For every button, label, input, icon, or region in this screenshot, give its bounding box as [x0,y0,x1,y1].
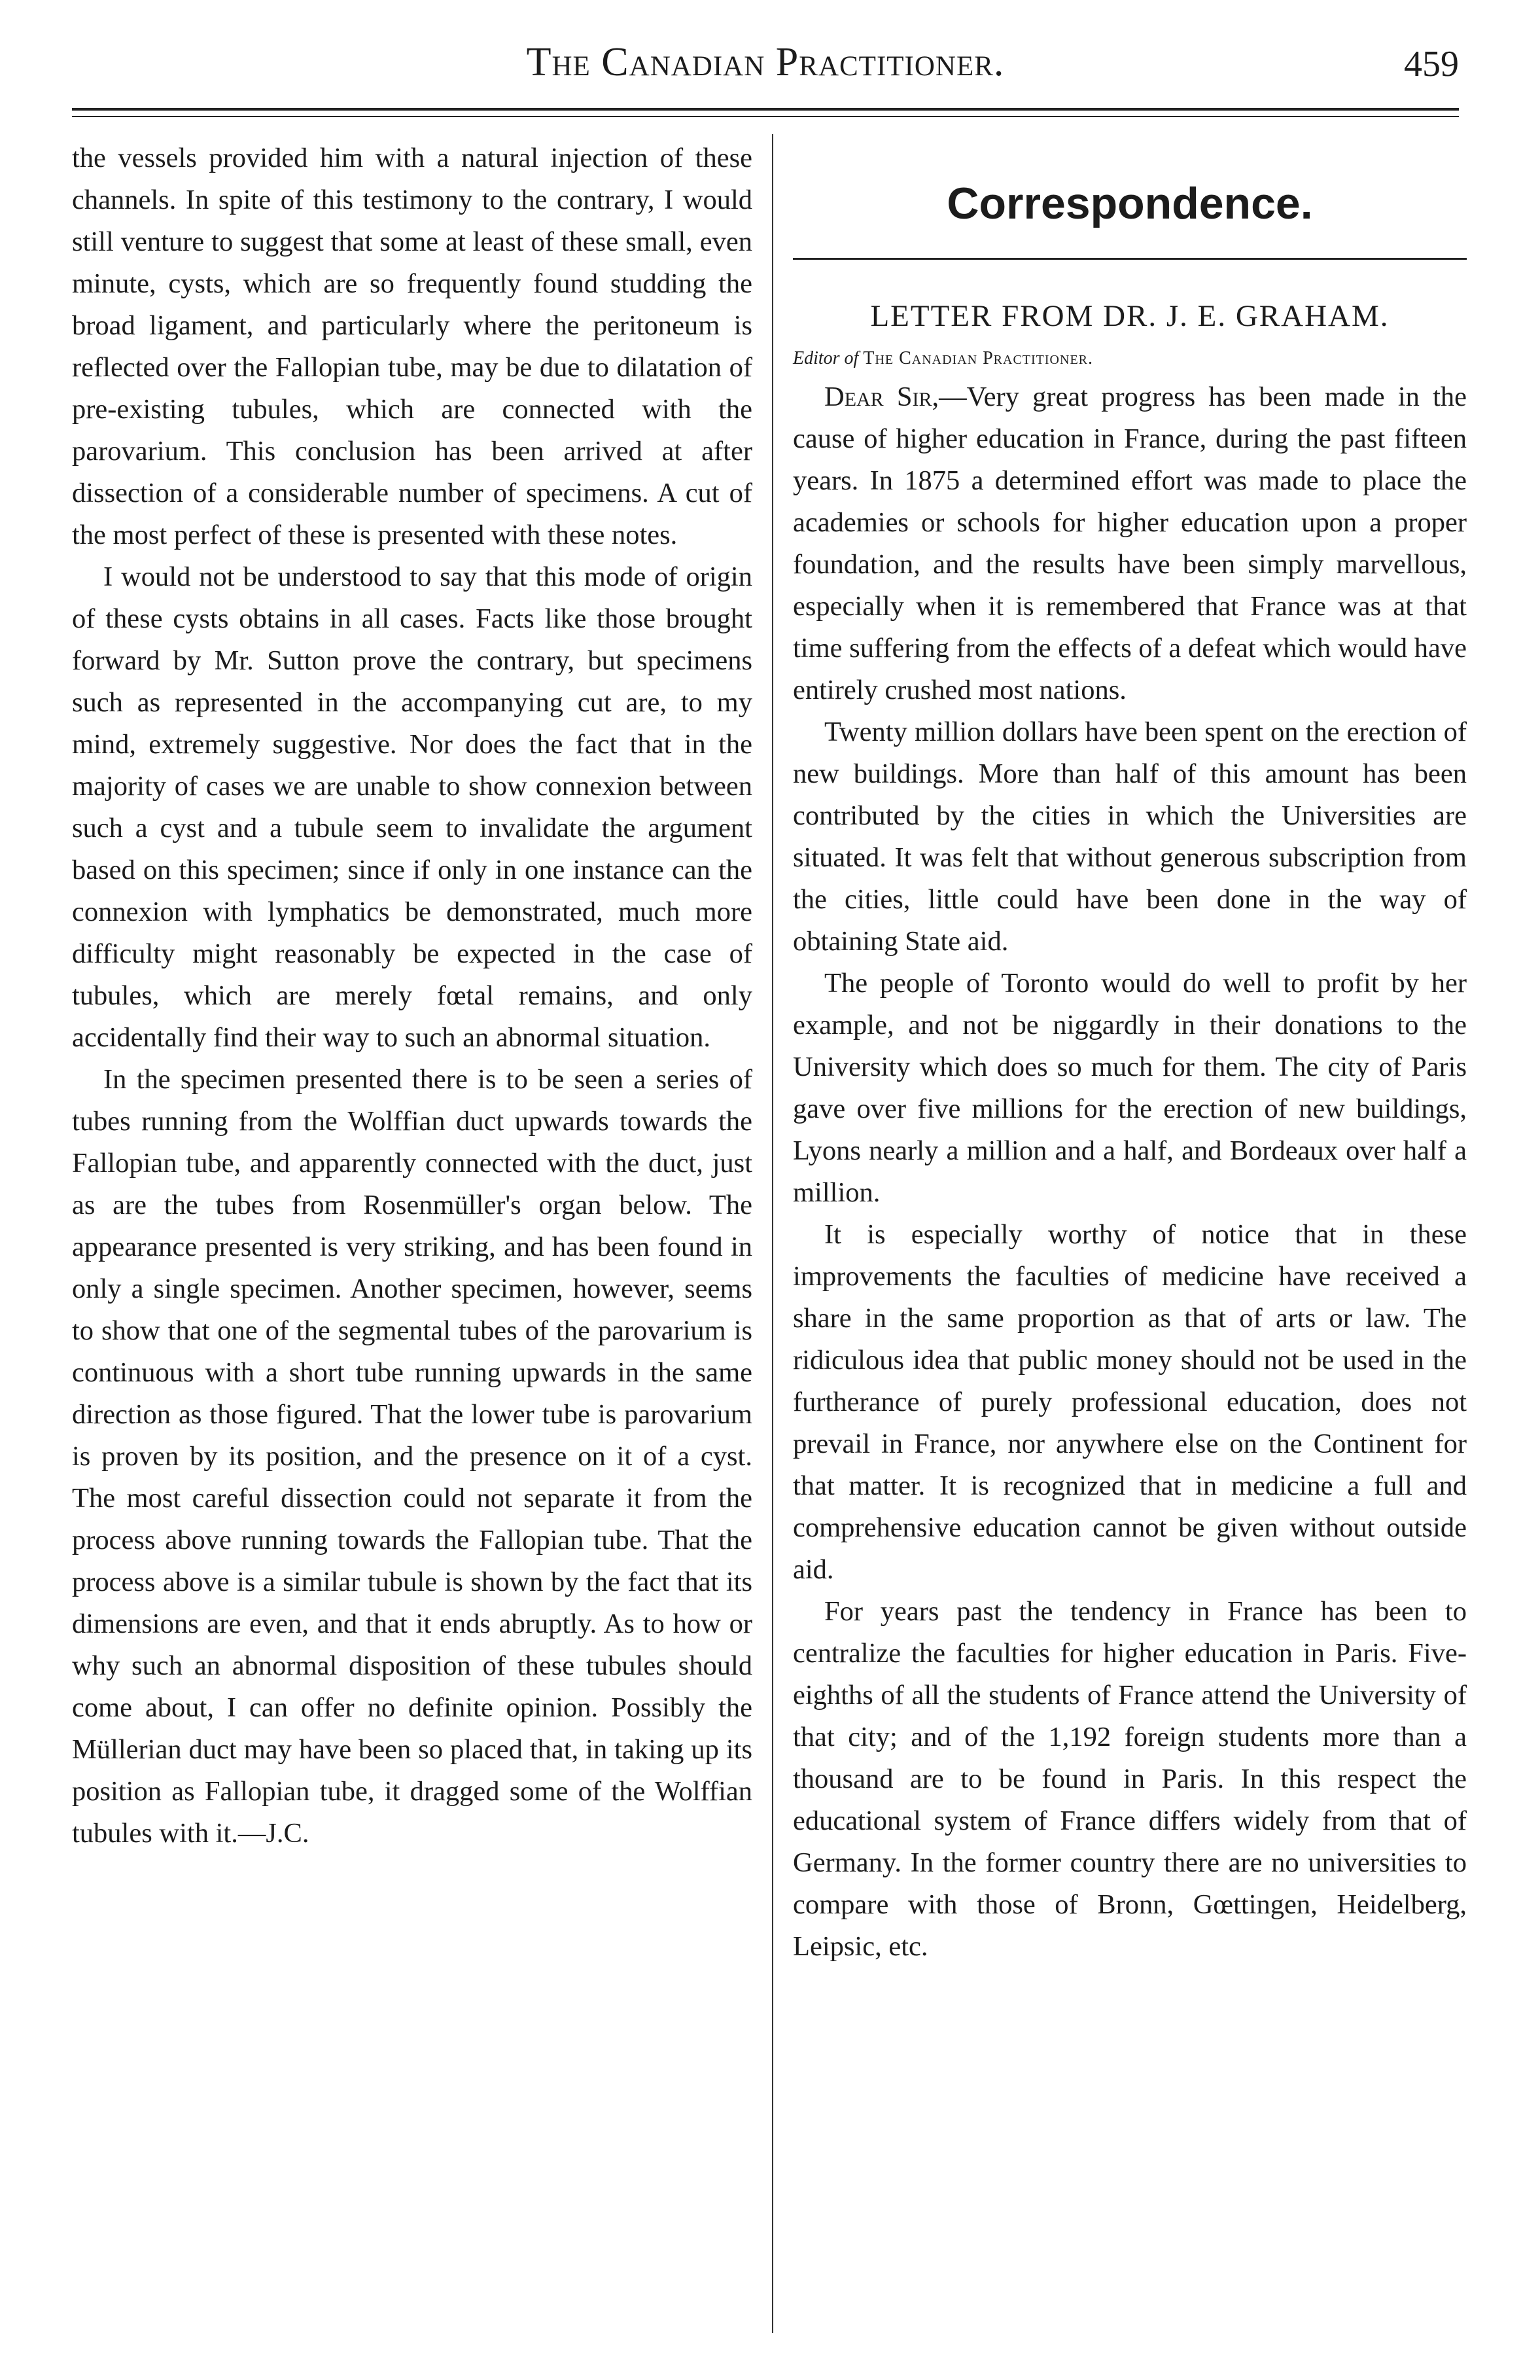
left-paragraph-1: the vessels provided him with a natural injection of these channels. In spite of this testimony to the contrary, I would still venture to suggest that some at least of these small, even minute, cysts, which are so frequently found studding the broad ligament, and particularly where the peritoneum is reflected over the Fallopian tube, may be due to dilatation of pre-existing tubules, which are connected with the parovarium. This conclusion has been arrived at after dissection of a considerable number of specimens. A cut of the most perfect of these is presented with these notes. [72,143,752,550]
running-head: The Canadian Practitioner. [526,40,1005,84]
first-paragraph-text: —Very great progress has been made in the cause of higher education in France, during the past fifteen years. In 1875 a determined effort was made to place the academies or schools for higher education upon a proper foundation, and the results have been simply marvellous, especially when it is remembered that France was at that time suffering from the effects of a defeat which would have entirely crushed most nations. [793,382,1467,705]
column-divider [772,134,773,2333]
letter-title: LETTER FROM DR. J. E. GRAHAM. [870,299,1390,333]
header-rule [72,108,1459,117]
heading-rule [793,258,1467,260]
right-column [793,137,1467,1968]
salutation: Dear Sir, [824,382,939,412]
right-paragraph-3: The people of Toronto would do well to profit by her example, and not be niggardly in their donations to the University which does so much for them. The city of Paris gave over five millions for the erection of new buildings, Lyons nearly a million and a half, and Bordeaux over half a million. [793,968,1467,1208]
page-header [72,34,1459,93]
right-paragraph-5: For years past the tendency in France has been to centralize the faculties for higher education in Paris. Five-eighths of all the students of France attend the University of that city; and of the 1,192 foreign students more than a thousand are to be found in Paris. In this respect the educational system of France differs widely from that of Germany. In the former country there are no universities to compare with those of Bronn, Gœttingen, Heidelberg, Leipsic, etc. [793,1596,1467,1962]
left-paragraph-3: In the specimen presented there is to be seen a series of tubes running from the Wolffian duct upwards towards the Fallopian tube, and apparently connected with the duct, just as are the tubes from Rosenmüller's organ below. The appearance presented is very striking, and has been found in only a single specimen. Another specimen, however, seems to show that one of the segmental tubes of the parovarium is continuous with a short tube running upwards in the same direction as those figured. That the lower tube is parovarium is proven by its position, and the presence on it of a cyst. The most careful dissection could not separate it from the process above running towards the Fallopian tube. That the process above is a similar tubule is shown by the fact that its dimensions are even, and that it ends abruptly. As to how or why such an abnormal disposition of these tubules should come about, I can offer no definite opinion. Possibly the Müllerian duct may have been so placed that, in taking up its position as Fallopian tube, it dragged some of the Wolffian tubules with it.—J.C. [72,1064,752,1849]
left-paragraph-2: I would not be understood to say that this mode of origin of these cysts obtains in all cases. Facts like those brought forward by Mr. Sutton prove the contrary, but specimens such as represented in the accompanying cut are, to my mind, extremely suggestive. Nor does the fact that in the majority of cases we are unable to show connexion between such a cyst and a tubule seem to invalidate the argument based on this specimen; since if only in one instance can the connexion with lymphatics be demonstrated, much more difficulty might reasonably be expected in the case of tubules, which are merely fœtal remains, and only accidentally find their way to such an abnormal situation. [72,561,752,1053]
left-column [72,137,752,1855]
right-paragraph-1 [793,376,1467,711]
right-paragraph-2: Twenty million dollars have been spent on the erection of new buildings. More than half of this amount has been contributed by the cities in which the Universities are situated. It was felt that without generous subscription from the cities, little could have been done in the way of obtaining State aid. [793,717,1467,957]
editor-line [793,345,1467,372]
page-number: 459 [1404,44,1459,84]
section-heading: Correspondence. [947,179,1313,228]
editor-publication: The Canadian Practitioner. [863,348,1093,368]
right-paragraph-4: It is especially worthy of notice that in these improvements the faculties of medicine have received a share in the same proportion as that of arts or law. The ridiculous idea that public money should not be used in the furtherance of purely professional education, does not prevail in France, nor anywhere else on the Continent for that matter. It is recognized that in medicine a full and comprehensive education cannot be given without outside aid. [793,1219,1467,1585]
editor-prefix: Editor of [793,348,859,368]
